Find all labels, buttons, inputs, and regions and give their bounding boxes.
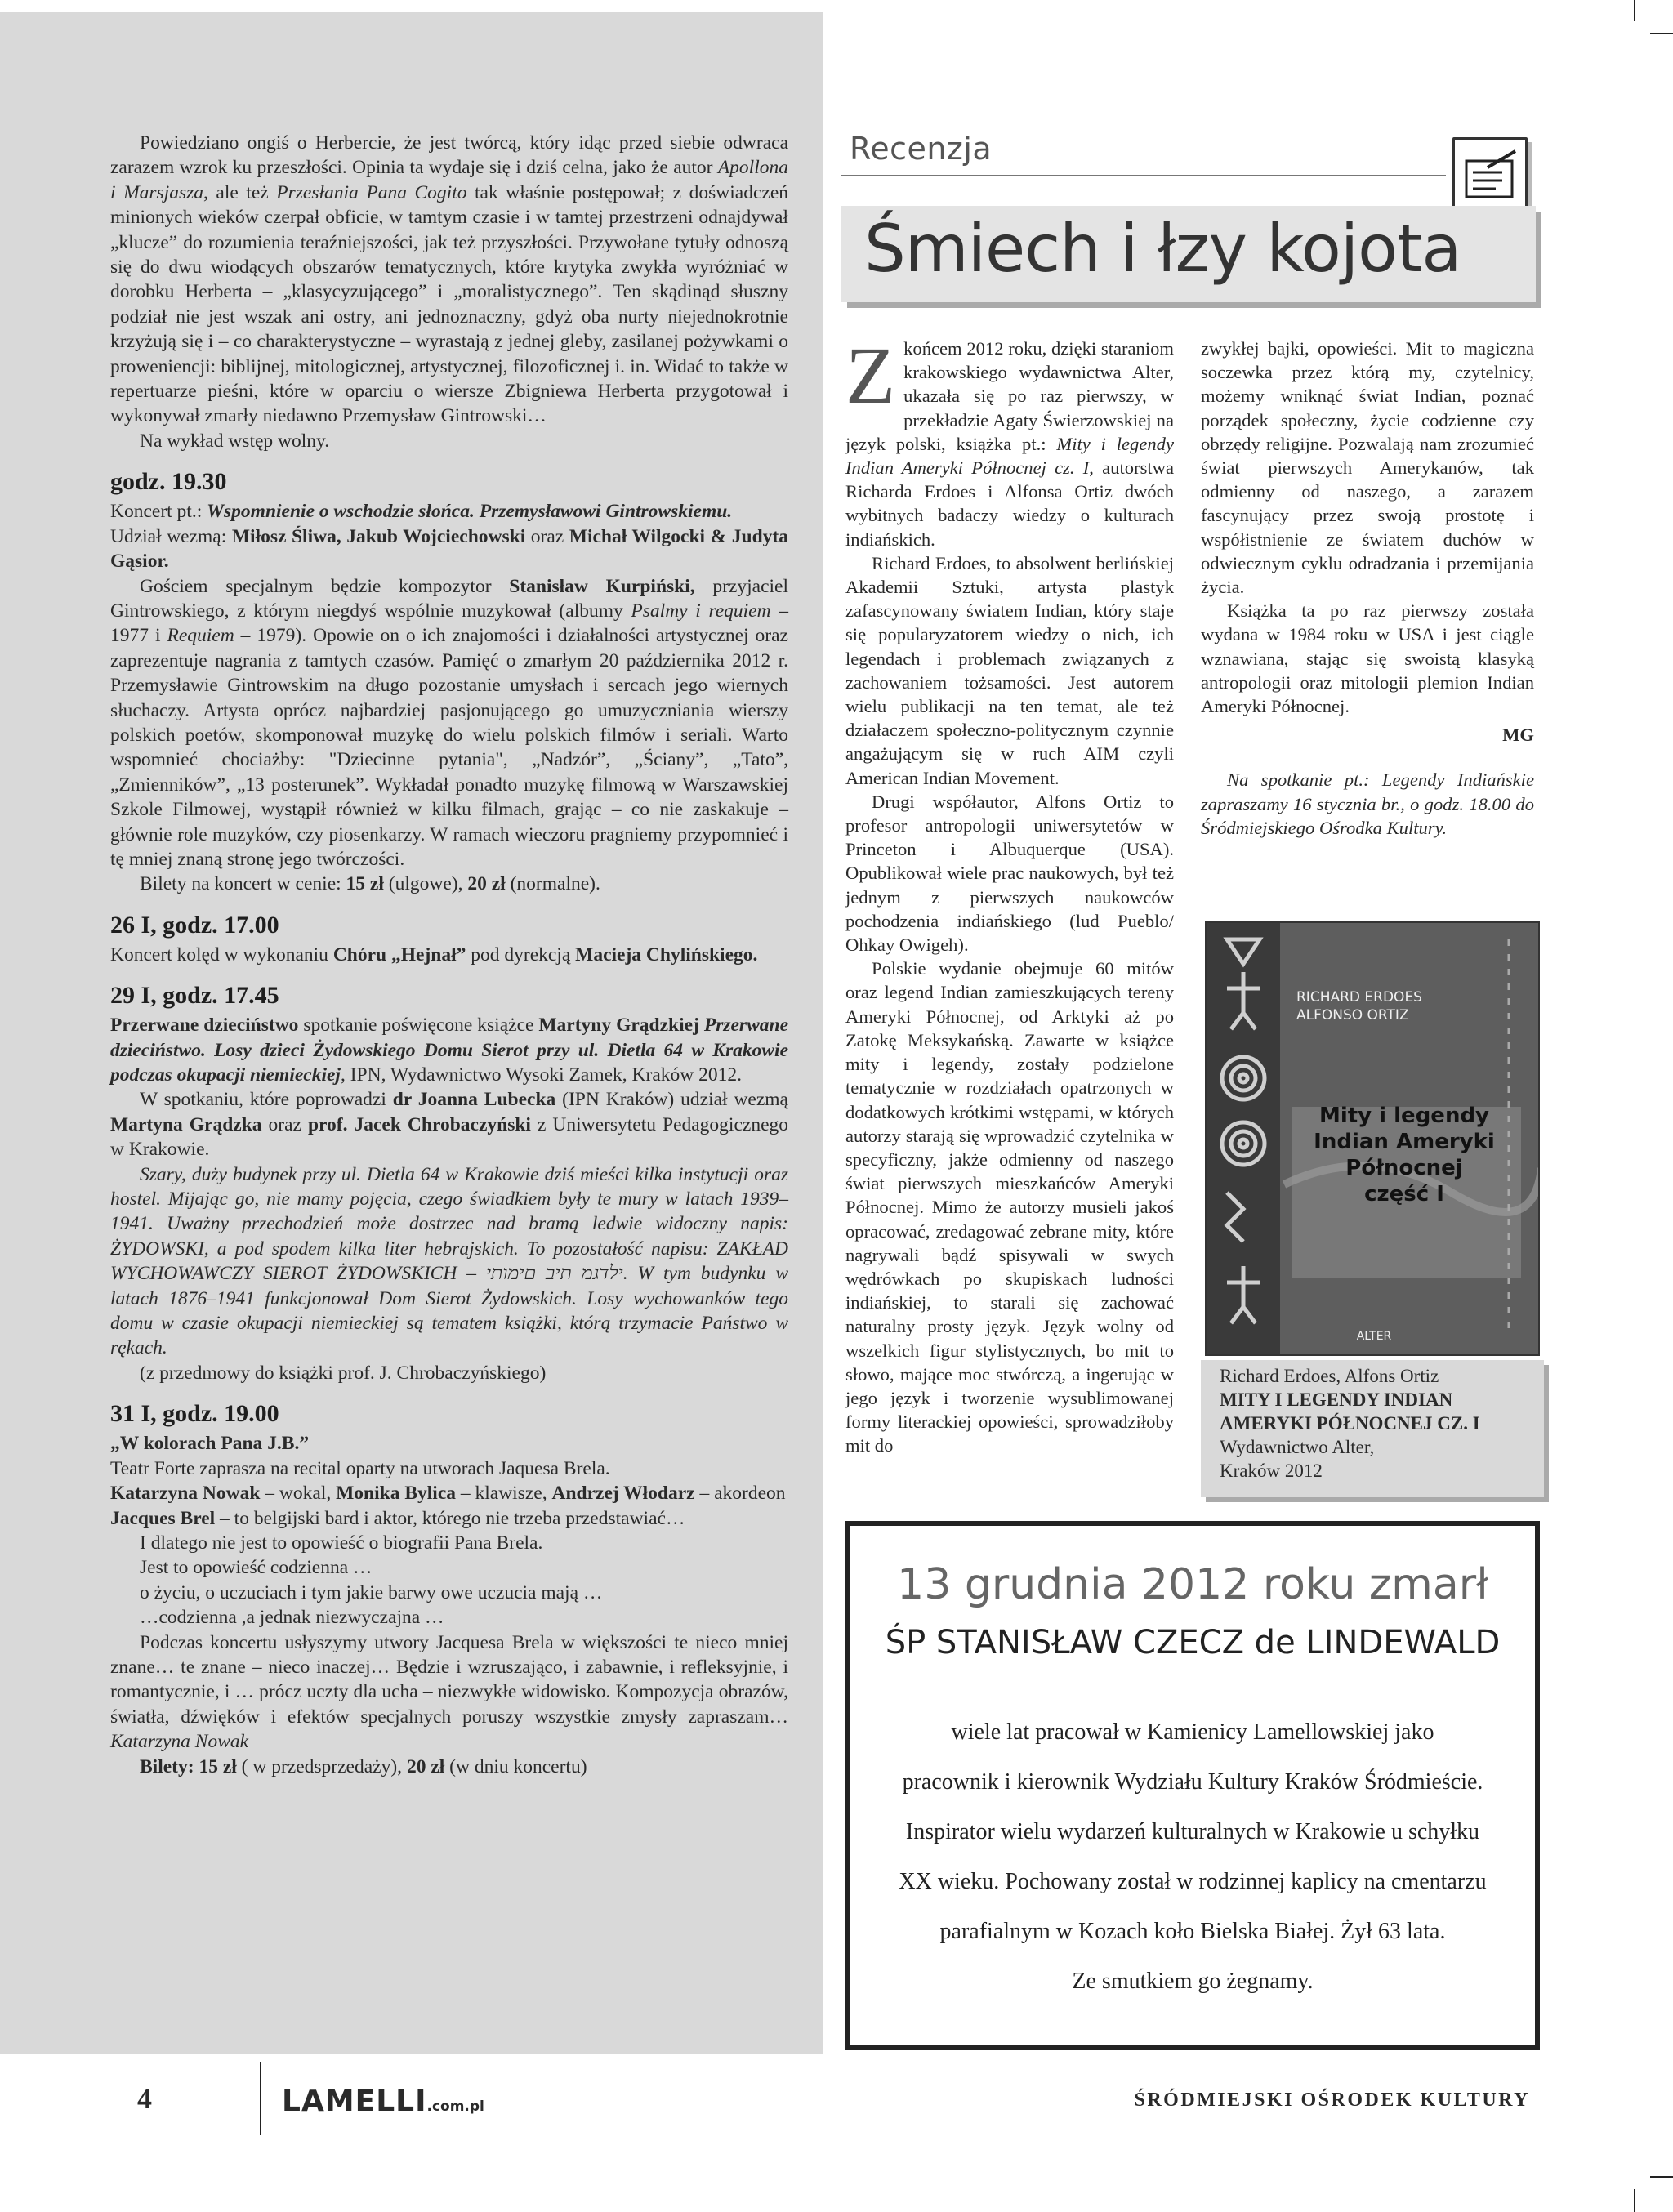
verse-line: Jest to opowieść codzienna … [140,1557,373,1579]
event-heading: 29 I, godz. 17.45 [110,982,279,1010]
review-paragraph: Richard Erdoes, to absolwent berlińskiej Akademii Sztuki, artysta plastyk zafascynowany światem Indian, który staje się popularyzatorem wiedzy o nich, ich legendach i problemach związanych z zachowaniem tożsamości. Jest autorem wielu publikacji na ten temat, ale też działaczem społeczno-politycznym czynnie angażującym się w ruch AIM czyli American Indian Movement. [845,552,1174,788]
book-caption [1220,1364,1530,1483]
notice-line: wiele lat pracował w Kamienicy Lamellowskiej jako [951,1719,1434,1745]
event-quote: Szary, duży budynek przy ul. Dietla 64 w Krakowie dziś mieści kilka instytucji oraz hostel. Mijając go, nie mamy pojęcia, czego świadkiem były te mury w latach 1939–1941. Uważny przechodzień może dostrzec nad bramą ledwie widoczny napis: ŻYDOWSKI, a pod spodem kilka liter hebrajskich. To pozostałość napisu: ZAKŁAD WYCHOWAWCZY SIEROT ŻYDOWSKICH – ילדגמ תיב םימותי. W tym budynku w latach 1876–1941 funkcjonował Dom Sierot Żydowskich. Losy wychowanków tego domu w czasie okupacji niemieckiej są tematem książki, którą trzymacie Państwo w rękach. [110,1163,788,1359]
book-author: ALFONSO ORTIZ [1296,1007,1409,1023]
event-invitation: Na spotkanie pt.: Legendy Indiańskie zapraszamy 16 stycznia br., o godz. 18.00 do Śródmiejskiego Ośrodka Kultury. [1201,769,1534,838]
event-description: Gościem specjalnym będzie kompozytor Stanisław Kurpiński, przyjaciel Gintrowskiego, z którym niegdyś wspólnie muzykował (albumy Psalmy i requiem – 1977 i Requiem – 1979). Opowie on o ich znajomości i działalności artystycznej oraz zaprezentuje nagrania z tamtych czasów. Pamięć o zmarłym 20 października 2012 r. Przemysławie Gintrowskim na długo pozostanie umysłach i sercach jego wiernych słuchaczy. Artysta oprócz najbardziej pasjonującego go umuzyczniania wierszy polskich poetów, skomponował muzykę do wielu polskich filmów i seriali. Warto wspomnieć chociażby: "Dziecinne pytania", „Nadzór”, „Ściany”, „Tato”, „Zmienników”, „13 posterunek”. Wykładał ponadto muzykę filmową w Warszawskiej Szkole Filmowej, wystąpił również w kilku filmach, grając – co nie zaskakuje – głównie role muzyków, czy piosenkarzy. W ramach wieczoru pragniemy przypomnieć i tę mniej znaną stronę jego twórczości. [110,575,789,870]
book-cover [1205,921,1540,1356]
event-heading: 31 I, godz. 19.00 [110,1400,279,1428]
drop-cap: Z [845,330,896,421]
review-icon [1452,137,1528,212]
event-description: Podczas koncertu usłyszymy utwory Jacquesa Brela w większości te nieco mniej znane… te znane – nieco inaczej… Będzie i wzruszająco, i zabawnie, i refleksyjnie, i romantycznie, i … prócz uczty dla ucha – niezwykłe widowisko. Kompozycja obrazów, światła, dźwięków i efektów specjalnych poruszy wszystkie zmysły zapraszam… Katarzyna Nowak [110,1631,788,1753]
crop-mark [1650,2176,1673,2178]
footer-divider [260,2062,261,2135]
obituary-notice [845,1521,1540,2050]
notice-body [850,1707,1535,2006]
book-title-line: Mity i legendy [1318,1104,1490,1128]
event-description: Jacques Brel – to belgijski bard i aktor, którego nie trzeba przedstawiać… [110,1507,685,1529]
quote-source: (z przedmowy do książki prof. J. Chrobaczyńskiego) [140,1362,547,1384]
review-paragraph: zwykłej bajki, opowieści. Mit to magiczna soczewka przez którą my, czytelnicy, możemy wniknąć świat Indian, poznać porządek społeczny, życie codzienne czy obrzędy religijne. Pozwalają nam zrozumieć świat pierwszych Amerykanów, tak odmienny od naszego, a zarazem fascynujący przez swoją prostotę i współistnienie ze światem duchów w odwiecznym cyklu odradzania i przemijania życia. [1201,338,1534,598]
notice-name: ŚP STANISŁAW CZECZ de LINDEWALD [885,1624,1501,1661]
review-icon-graphic [1455,140,1525,210]
event-description: Koncert kolęd w wykonaniu Chóru „Hejnał” pod dyrekcją Macieja Chylińskiego. [110,943,758,966]
entry-note: Na wykład wstęp wolny. [140,430,330,452]
event-title: „W kolorach Pana J.B.” [110,1433,310,1455]
review-paragraph: Polskie wydanie obejmuje 60 mitów oraz legend Indian zamieszkujących tereny Ameryki Północnej, od Arktyki aż po Zatokę Meksykańską. Zawarte w książce mity i legendy, zostały podzielone tematycznie w rozdziałach opatrzonych w dodatkowych krótkimi wstępami, w których autorzy starają się wprowadzić czytelnika w specyficzny, jakże odmienny od naszego świat pierwszych mieszkańców Ameryki Północnej. Mimo że autorzy musieli jakoś opracować, zredagować zebrane mity, które nagrywali bądź spisywali w swych wędrówkach po skupiskach ludności indiańskiej, to starali się zachować naturalny prosty język. Język wolny od wszelkich figur stylistycznych, bo mit to słowo, mające moc stwórczą, a ingerując w jego język i tworzenie wysublimowanej formy literackiej opowieści, sprowadziłoby mit do [845,958,1174,1456]
event-heading: godz. 19.30 [110,468,227,496]
book-author: RICHARD ERDOES [1296,989,1422,1006]
event-tickets: Bilety na koncert w cenie: 15 zł (ulgowe), 20 zł (normalne). [140,873,600,895]
notice-line: pracownik i kierownik Wydziału Kultury Kraków Śródmieście. [902,1769,1483,1795]
crop-mark [1634,2189,1635,2212]
event-tickets: Bilety: 15 zł ( w przedsprzedaży), 20 zł (w dniu koncertu) [140,1755,587,1777]
verse-line: …codzienna ,a jednak niezwyczajna … [140,1607,444,1629]
verse-line: o życiu, o uczuciach i tym jakie barwy owe uczucia mają … [140,1581,603,1603]
review-paragraph: Zkońcem 2012 roku, dzięki staraniom krakowskiego wydawnictwa Alter, ukazała się po raz pierwszy, w przekładzie Agaty Świerzowskiej na język polski, książka pt.: Mity i legendy Indian Ameryki Północnej cz. I, autorstwa Richarda Erdoes i Alfonsa Ortiz dwóch wybitnych badaczy wiedzy o kulturach indiańskich. [845,330,1175,550]
crop-mark [1650,33,1673,34]
event-description: Teatr Forte zaprasza na recital oparty na utworach Jaquesa Brela. [110,1457,610,1479]
review-paragraph: Drugi współautor, Alfons Ortiz to profesor antropologii uniwersytetów w Princeton i Albuquerque (USA). Opublikował wiele prac naukowych, był też jednym z pierwszych naukowców pochodzenia indiańskiego (lud Pueblo/ Ohkay Owigeh). [845,791,1174,956]
page-number: 4 [137,2082,152,2115]
section-label: Recenzja [850,131,993,167]
notice-date: 13 grudnia 2012 roku zmarł [897,1560,1488,1609]
caption-authors: Richard Erdoes, Alfons Ortiz [1220,1366,1439,1386]
publisher-name: ŚRÓDMIEJSKI OŚRODEK KULTURY [1134,2089,1530,2111]
event-heading: 26 I, godz. 17.00 [110,911,279,939]
caption-place: Kraków 2012 [1220,1461,1323,1481]
event-description: Przerwane dzieciństwo spotkanie poświęcone książce Martyny Grądzkiej Przerwane dzieciństwo. Losy dzieci Żydowskiego Domu Sierot przy ul. Dietla 64 w Krakowie podczas okupacji niemieckiej, IPN, Wydawnictwo Wysoki Zamek, Kraków 2012. [110,1015,789,1086]
verse-line: I dlatego nie jest to opowieść o biografii Pana Brela. [140,1532,543,1554]
notice-line: XX wieku. Pochowany został w rodzinnej kaplicy na cmentarzu [899,1869,1487,1894]
book-publisher: ALTER [1356,1330,1392,1343]
event-description: W spotkaniu, które poprowadzi dr Joanna Lubecka (IPN Kraków) udział wezmą Martyna Grądzka oraz prof. Jacek Chrobaczyński z Uniwersytetu Pedagogicznego w Krakowie. [110,1089,788,1161]
event-performers: Udział wezmą: Miłosz Śliwa, Jakub Wojciechowski oraz Michał Wilgocki & Judyta Gąsior. [110,525,788,573]
article-title: Śmiech i łzy kojota [864,211,1461,287]
event-listing [110,131,788,1779]
intro-paragraph: Powiedziano ongiś o Herbercie, że jest twórcą, który idąc przed siebie odwraca zarazem wzrok ku przeszłości. Opinia ta wydaje się i dziś celna, jako że autor Apollona i Marsjasza, ale też Przesłania Pana Cogito tak właśnie postępował; z doświadczeń minionych wieków czerpał obficie, w tamtym czasie i w tamtej przestrzeni odnajdywał „klucze” do rozumienia teraźniejszości, jak też przyszłości. Przywołane tytuły odnoszą się do dwu wiodących obszarów tematycznych, które krytyka zwykła wyróżniać w dorobku Herberta – „klasycyzującego” i „moralistycznego”. Ten skądinąd słuszny podział nie jest wszak ani ostry, ani jednoznaczny, gdyż oba nurty niejednokrotnie krzyżują się i – co charakterystyczne – wyrastają z jednej gleby, zasilanej pożywkami o proweniencji: biblijnej, mitologicznej, artystycznej, filozoficznej i. in. Widać to także w repertuarze pieśni, które w oparciu o wiersze Zbigniewa Herberta przygotował i wykonywał zmarły niedawno Przemysław Gintrowski… [110,132,789,427]
book-title-line: część I [1364,1182,1444,1206]
event-concert: Koncert pt.: Wspomnienie o wschodzie słońca. Przemysławowi Gintrowskiemu. [110,501,733,523]
review-signature: MG [1502,725,1534,746]
review-column-1 [845,330,1175,1458]
crop-mark [1634,0,1635,21]
book-title [1298,1103,1510,1207]
book-authors [1296,988,1509,1024]
section-rule [841,175,1446,176]
review-column-2 [1201,337,1534,840]
event-performers: Katarzyna Nowak – wokal, Monika Bylica – klawisze, Andrzej Włodarz – akordeon [110,1483,786,1505]
book-title-line: Indian Ameryki [1314,1130,1495,1154]
publication-logo: LAMELLI.com.pl [282,2085,484,2118]
notice-line: Inspirator wielu wydarzeń kulturalnych w Krakowie u schyłku [905,1819,1480,1844]
book-title-line: Północnej [1345,1156,1463,1180]
caption-publisher: Wydawnictwo Alter, [1220,1437,1375,1457]
caption-title: MITY I LEGENDY INDIAN AMERYKI PÓŁNOCNEJ CZ. I [1220,1389,1480,1434]
notice-line: Ze smutkiem go żegnamy. [1072,1969,1314,1994]
review-paragraph: Książka ta po raz pierwszy została wydana w 1984 roku w USA i jest ciągle wznawiana, stając się swoistą klasyką antropologii oraz mitologii plemion Indian Ameryki Północnej. [1201,600,1534,717]
notice-line: parafialnym w Kozach koło Bielska Białej. Żył 63 lata. [939,1919,1446,1944]
